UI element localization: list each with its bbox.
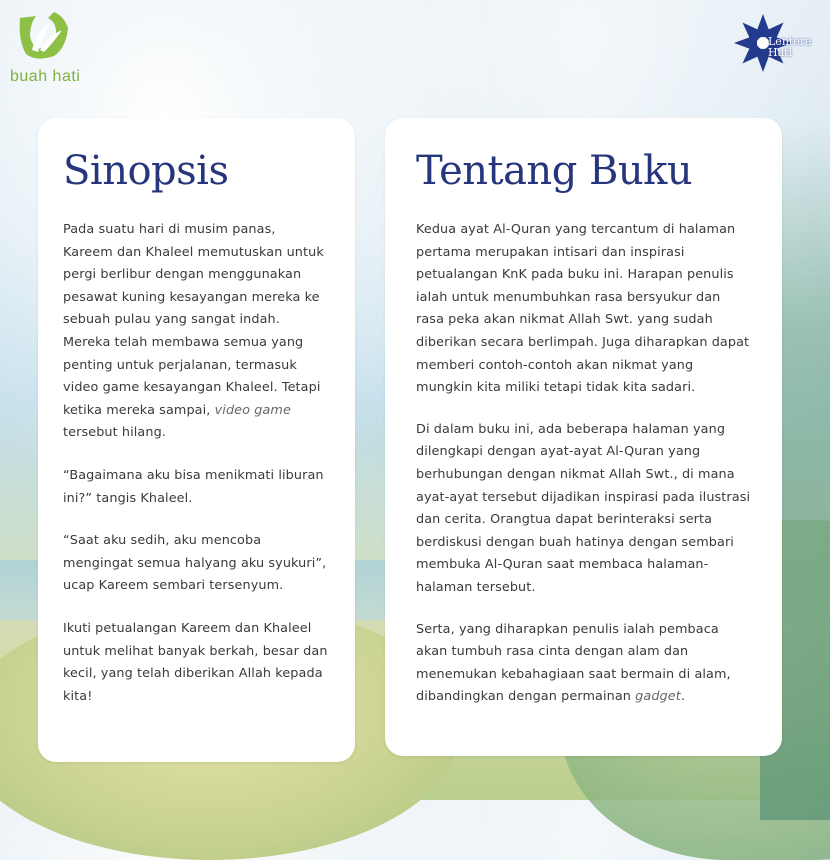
- sinopsis-title: Sinopsis: [63, 148, 229, 194]
- brand-name-right: Lentera Hati: [768, 35, 812, 59]
- sinopsis-paragraph-4: Ikuti petualangan Kareem dan Khaleel untuk melihat banyak berkah, besar dan kecil, yang telah diberikan Allah kepada kita!: [63, 620, 328, 704]
- tentang-paragraph-3-text: Serta, yang diharapkan penulis ialah pembaca akan tumbuh rasa cinta dengan alam dan menemukan kebahagiaan saat bermain di alam, dibandingkan dengan permainan: [416, 621, 731, 705]
- sinopsis-paragraph-1-end: tersebut hilang.: [63, 425, 166, 441]
- sinopsis-paragraph-1-text: Pada suatu hari di musim panas, Kareem dan Khaleel memutuskan untuk pergi berlibur dengan menggunakan pesawat kuning kesayangan mereka ke sebuah pulau yang sangat indah. Mereka telah membawa semua yang penting untuk perjalanan, termasuk video game kesayangan Khaleel. Tetapi ketika mereka sampai,: [63, 222, 324, 418]
- tentang-paragraph-1: Kedua ayat Al-Quran yang tercantum di halaman pertama merupakan intisari dan inspirasi petualangan KnK pada buku ini. Harapan penulis ialah untuk menumbuhkan rasa bersyukur dan rasa peka akan nikmat Allah Swt. yang sudah diberikan secara berlimpah. Juga diharapkan dapat memberi contoh-contoh akan nikmat yang mungkin kita miliki tetapi tidak kita sadari.: [416, 222, 750, 396]
- lentera-hati-logo: [732, 12, 822, 82]
- sinopsis-paragraph-1: [63, 219, 329, 445]
- tentang-paragraph-3-italic: gadget: [635, 689, 681, 705]
- sinopsis-card: [38, 118, 355, 762]
- tentang-paragraph-3-end: .: [680, 689, 686, 705]
- tentang-paragraph-3: [416, 619, 752, 709]
- tentang-buku-card: [385, 118, 782, 756]
- sinopsis-paragraph-3: “Saat aku sedih, aku mencoba mengingat semua halyang aku syukuri”, ucap Kareem sembari tersenyum.: [63, 533, 327, 594]
- brand-name-left: buah hati: [10, 68, 81, 85]
- leaf-logo-icon: [14, 10, 70, 62]
- sinopsis-paragraph-1-italic: video game: [214, 402, 291, 418]
- tentang-buku-title: Tentang Buku: [416, 148, 693, 194]
- tentang-paragraph-2: Di dalam buku ini, ada beberapa halaman yang dilengkapi dengan ayat-ayat Al-Quran yang berhubungan dengan nikmat Allah Swt., di mana ayat-ayat tersebut dijadikan inspirasi pada ilustrasi dan cerita. Orangtua dapat berinteraksi serta berdiskusi dengan buah hatinya dengan sembari membuka Al-Quran saat membaca halaman-halaman tersebut.: [416, 421, 751, 595]
- sinopsis-paragraph-2: “Bagaimana aku bisa menikmati liburan ini?” tangis Khaleel.: [63, 467, 324, 506]
- buah-hati-logo: [8, 10, 118, 90]
